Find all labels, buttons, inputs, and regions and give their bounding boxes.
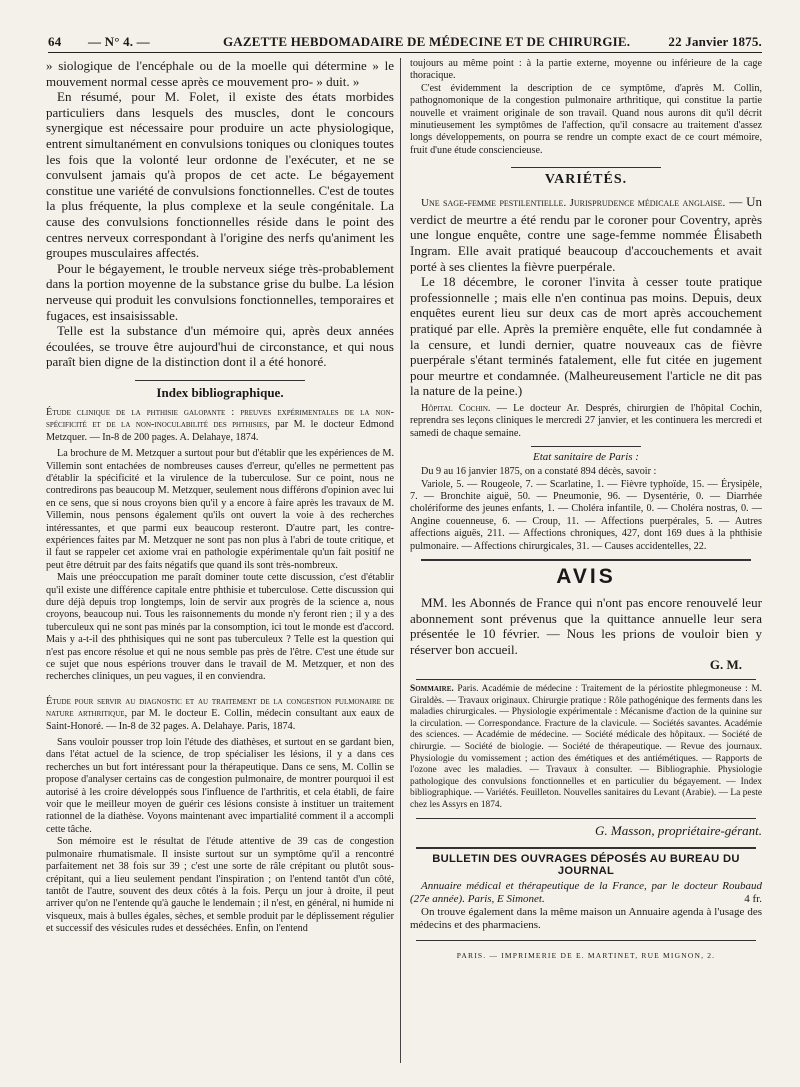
etat-sanitaire-intro: Du 9 au 16 janvier 1875, on a constaté 894 décès, savoir : xyxy=(421,466,657,478)
bulletin-entry: On trouve également dans la même maison un Annuaire agenda à l'usage des médecins et des pharmaciens. xyxy=(410,905,762,931)
avis-heading: AVIS xyxy=(556,565,616,589)
reference-2-title: Étude pour servir au diagnostic et au traitement de la congestion pulmonaire de nature arthritique, xyxy=(46,695,394,720)
reference-1-title: Étude clinique de la phthisie galopante : preuves expérimentales de la non-spécificité et de la non-inoculabilité des phthisies, xyxy=(46,406,394,431)
index-heading: Index bibliographique. xyxy=(156,384,284,400)
bulletin-price: 4 fr. xyxy=(744,892,762,905)
avis-signature: G. M. xyxy=(709,657,742,673)
quote-end: » siologique de l'encéphale ou de la moelle qui détermine » le mouvement normal cesse après ce mouvement pro- » duit. » xyxy=(46,58,394,89)
paragraph: En résumé, pour M. Folet, il existe des états morbides particuliers dans lesquels des muscles, dont le concours synergique est nécessaire pour produire un acte physiologique, entrent simultanément en convulsions toniques ou cloniques toutes les fois que la volonté leur ordonne de l'exécuter, et ne se convulsent jamais qu'à propos de cet acte. Le bégayement constitue une variété de convulsions fonctionnelles. C'est de toutes la plus fréquente, la plus complexe et la seule congénitale. La cause des convulsions fonctionnelles réside dans le point des centres nerveux correspondant à l'origine des nerfs qu'animent les groupes musculaires affectés. xyxy=(46,89,394,261)
section-rule xyxy=(416,847,756,849)
review-paragraph: Sans vouloir pousser trop loin l'étude des diathèses, et surtout en se gardant bien, dans l'état actuel de la science, de trop spécialiser les lésions, il y a dans ces recherches un but fort intéressant pour la thérapeutique. Dans ce sens, M. Collin se propose d'analyser certains cas de congestion pulmonaire, de montrer pourquoi il est autorisé à les croire développés sous l'influence de l'arthritis, et cela établi, de faire voir que le meilleur moyen de guérir ces lésions consiste à instituer un traitement rationnel de la diathèse. Voyons maintenant avec impartialité comment il a accompli cette tâche. xyxy=(46,737,394,835)
varietes-heading: VARIÉTÉS. xyxy=(544,172,628,188)
reference-2-details: par M. le docteur E. Collin, médecin consultant aux eaux de Saint-Honoré. — In-8 de 32 pages. A. Delahaye. Paris, 1874. xyxy=(46,708,394,732)
reference-2 xyxy=(46,696,394,733)
review-continued: toujours au même point : à la partie externe, moyenne ou inférieure de la cage thoracique. xyxy=(410,58,762,82)
bulletin-entry xyxy=(410,880,762,906)
column-divider xyxy=(400,58,401,1063)
etat-sanitaire-list: Variole, 5. — Rougeole, 7. — Scarlatine, 1. — Fièvre typhoïde, 15. — Érysipèle, 7. — Bronchite aiguë, 50. — Pneumonie, 96. — Dysentérie, 0. — Diarrhée cholériforme des jeunes enfants, 1. — Choléra infantile, 0. — Choléra nostras, 0. — Angine couenneuse, 6. — Croup, 11. — Affections puerpérales, 5. — Autres affections aiguës, 211. — Affections chroniques, 427, dont 169 dues à la phthisie pulmonaire. — Affections chirurgicales, 31. — Causes accidentelles, 22. xyxy=(410,478,762,552)
sommaire-text: Paris. Académie de médecine : Traitement de la périostite phlegmoneuse : M. Giraldès. — Travaux originaux. Chirurgie pratique : Rôle pathogénique des ferments dans les maladies chirurgicales. — Physiologie expérimentale : Mécanisme d'action de la quinine sur la circulation. — Correspondance. Fracture de la clavicule. — Sociétés savantes. Académie des sciences. — Académie de médecine. — Société médicale des hôpitaux. — Société de chirurgie. — Société de biologie. — Société de thérapeutique. — Revue des journaux. Physiologie du vomissement ; action des émétiques et des antiémétiques. — Rapports de l'ozone avec les maladies. — Travaux à consulter. — Bibliographie. Physiologie pathologique des convulsions fonctionnelles et en particulier du bégayement. — Index bibliographique. — Variétés. Feuilleton. Nouvelles sanitaires du Levant (Arabie). — La peste chez les Assyrs en 1874. xyxy=(410,684,762,810)
right-column xyxy=(410,58,762,1063)
review-paragraph: Mais une préoccupation me paraît dominer toute cette discussion, c'est d'établir qu'il existe une différence capitale entre phthisie et tuberculose. Cette discussion qui dure déjà depuis trop longtemps, loin de servir aux progrès de la science a, nous croyons, beaucoup nui. Tous les raisonnements du monde n'y feront rien ; il y a des tuberculeux qui ne sont pas minés par la consomption, ici tout le monde est d'accord. Mais y a-t-il des phthisiques qui ne sont pas tuberculeux ? Telle est la question qui n'est pas encore résolue et qui ne nous semble pas près de l'être. C'est une étude sur ce sujet que nous espérions trouver dans le travail de M. Metzquer, et non des recherches cliniques, un peu vagues, il en conviendra. xyxy=(46,572,394,683)
bulletin-entry-text: Annuaire médical et thérapeutique de la France, par le docteur Roubaud (27e année). Paris, E Simonet. xyxy=(410,879,762,905)
paragraph: Telle est la substance d'un mémoire qui, après deux années écoulées, se trouve être aujourd'hui de circonstance, et qui nous paraît bien digne de la distinction dont il a été honoré. xyxy=(46,323,394,370)
masson-signature: G. Masson, propriétaire-gérant. xyxy=(595,822,762,838)
review-paragraph: Son mémoire est le résultat de l'étude attentive de 39 cas de congestion pulmonaire rhumatismale. Il insiste surtout sur un symptôme qu'il a rencontré parfaitement net 38 fois sur 39 ; c'est une sorte de râle crépitant ou plutôt sous-crépitant, qui a lieu seulement pendant l'inspiration ; on l'entend tantôt d'un côté, tantôt de l'autre, souvent des deux côtés à la fois. Perçu un jour à droite, il peut arriver qu'on ne l'entende qu'à gauche le lendemain ; il n'est, en général, ni humide ni visqueux, mais à bulles égales, sèches, et semble produit par le déplissement régulier et successif des vésicules rudes et desséchées. Enfin, on l'entend xyxy=(46,836,394,935)
varietes-article xyxy=(410,194,762,274)
section-rule xyxy=(416,679,756,680)
cochin-notice xyxy=(410,403,762,440)
sommaire xyxy=(410,684,762,812)
paragraph: Le 18 décembre, le coroner l'invita à cesser toute pratique professionnelle ; mais elle n'en continua pas moins. Depuis, deux enquêtes eurent lieu sur deux cas de mort après accouchement pratiqué par elle. Après la première enquête, elle fut condamnée à la censure, et lundi dernier, quatre nouveaux cas de fièvre puerpérale s'étant terminés fatalement, elle fut citée en jugement pour meurtre et condamnée. (Malheureusement l'article ne dit pas la nature de la peine.) xyxy=(410,274,762,399)
issue-number: — N° 4. — xyxy=(88,34,150,49)
left-column xyxy=(46,58,394,1063)
reference-1-details: par M. le docteur Edmond Metzquer. — In-8 de 200 pages. A. Delahaye, 1874. xyxy=(46,419,394,443)
issue-date: 22 Janvier 1875. xyxy=(668,34,762,49)
section-rule xyxy=(135,380,305,381)
article-text: — Un verdict de meurtre a été rendu par le coroner pour Coventry, après une longue enquête, contre une sage-femme nommée Élisabeth Ingram. Elle avait pratiqué beaucoup d'accouchements et avait porté à ses clientes la fièvre puerpérale. xyxy=(410,194,762,274)
printer-imprint: PARIS. — IMPRIMERIE DE E. MARTINET, RUE MIGNON, 2. xyxy=(456,950,716,960)
page-number: 64 xyxy=(48,34,62,49)
cochin-text: — Le docteur Ar. Després, chirurgien de l'hôpital Cochin, reprendra ses leçons cliniques le mercredi 27 janvier, et les continuera les mercredi et samedi de chaque semaine. xyxy=(410,402,762,439)
section-rule xyxy=(531,446,641,447)
section-rule xyxy=(511,167,661,168)
review-paragraph: C'est évidemment la description de ce symptôme, d'après M. Collin, pathognomonique de la congestion pulmonaire arthritique, qui constitue la partie nouvelle et vraiment originale de son travail. Quand nous aurons dit qu'il décrit minutieusement les symptômes de l'affection, qu'il consacre au traitement d'assez longs développements, on pourra se rendre un compte exact de ce court mémoire, fruit d'une étude consciencieuse. xyxy=(410,82,762,156)
section-rule xyxy=(421,559,751,561)
review-paragraph: La brochure de M. Metzquer a surtout pour but d'établir que les expériences de M. Villemin sont entachées de nombreuses causes d'erreur, qu'elles ne permettent pas d'établir la spécificité et la virulence de la tuberculose. Sur ce point, nous ne contredirons pas beaucoup M. Metzquer, seulement nous différons d'opinion avec lui en ce sens, que si nous croyons bien qu'il y a encore à faire après les travaux de M. Villemin, nous pensons également qu'ils ont ouvert la voie à des recherches intéressantes, et que parmi eux beaucoup resteront. D'autre part, les contre-expériences faites par M. Metzquer ne sont pas non plus à l'abri de toute critique, et il faut se rappeler cet axiome vrai en pathologie expérimentale qu'un fait positif ne peut être détruit par des faits négatifs que quand ils sont très-nombreux. xyxy=(46,448,394,571)
paragraph: Pour le bégayement, le trouble nerveux siége très-probablement dans la portion moyenne de la substance grise du bulbe. La lésion nerveuse qui produit les convulsions fonctionnelles, temporaires et fugaces, est insaisissable. xyxy=(46,260,394,323)
article-heading: Une sage-femme pestilentielle. Jurisprudence médicale anglaise. xyxy=(421,197,726,210)
avis-text: MM. les Abonnés de France qui n'ont pas encore renouvelé leur abonnement sont prévenus que la quittance annuelle leur sera présentée le 10 février. — Nous les prions de vouloir bien y réserver bon accueil. xyxy=(410,595,762,657)
reference-1 xyxy=(46,407,394,444)
section-rule xyxy=(416,818,756,819)
etat-sanitaire-heading: Etat sanitaire de Paris : xyxy=(533,451,639,464)
bulletin-heading: BULLETIN DES OUVRAGES DÉPOSÉS AU BUREAU DU JOURNAL xyxy=(432,852,740,877)
cochin-heading: Hôpital Cochin. xyxy=(421,402,491,414)
running-header xyxy=(48,32,762,53)
sommaire-label: Sommaire. xyxy=(410,684,454,694)
section-rule xyxy=(416,940,756,941)
journal-title: GAZETTE HEBDOMADAIRE DE MÉDECINE ET DE CHIRURGIE. xyxy=(223,34,631,49)
